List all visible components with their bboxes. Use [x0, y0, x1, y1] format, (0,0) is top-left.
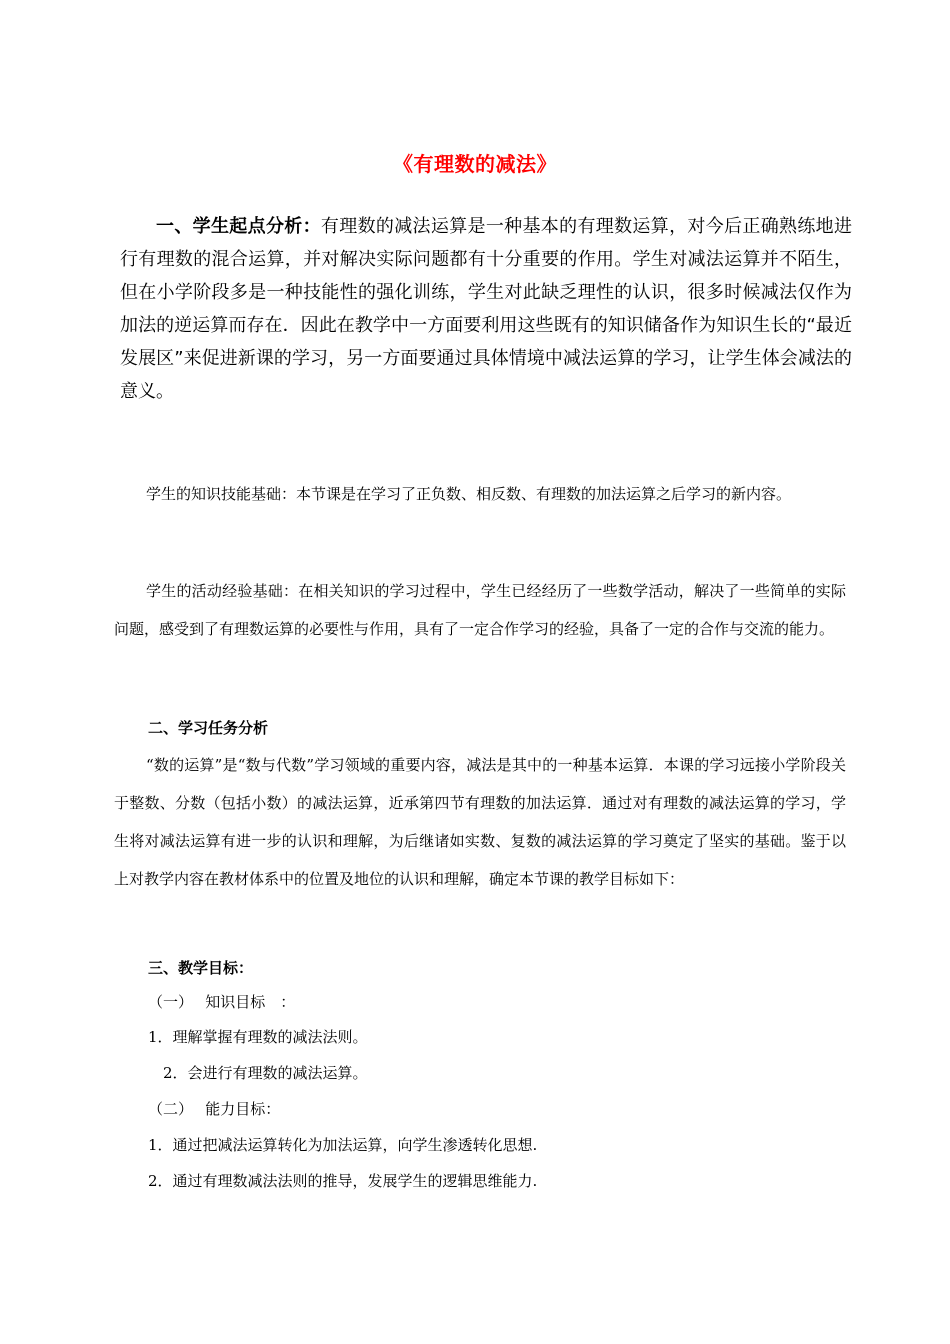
- knowledge-basis-paragraph: 学生的知识技能基础：本节课是在学习了正负数、相反数、有理数的加法运算之后学习的新内容。: [146, 485, 792, 503]
- knowledge-goal-item: 1．理解掌握有理数的减法法则。: [148, 1028, 368, 1046]
- task-analysis-paragraph: “数的运算”是“数与代数”学习领域的重要内容，减法是其中的一种基本运算．本课的学习远接小学阶段关于整数、分数（包括小数）的减法运算，近承第四节有理数的加法运算．通过对有理数的减法运算的学习，学生将对减法运算有进一步的认识和理解，为后继诸如实数、复数的减法运算的学习奠定了坚实的基础。鉴于以上对教学内容在教材体系中的位置及地位的认识和理解，确定本节课的教学目标如下：: [114, 756, 846, 888]
- ability-goal-item: 2．通过有理数减法法则的推导，发展学生的逻辑思维能力.: [148, 1172, 538, 1190]
- section-heading-starting-point: 一、学生起点分析：: [156, 216, 321, 237]
- activity-basis-paragraph: 学生的活动经验基础：在相关知识的学习过程中，学生已经经历了一些数学活动，解决了一些简单的实际问题，感受到了有理数运算的必要性与作用，具有了一定合作学习的经验，具备了一定的合作与交流的能力。: [114, 582, 846, 638]
- section-heading-teaching-goals: 三、教学目标：: [148, 959, 254, 977]
- document-title: 《有理数的减法》: [393, 152, 557, 176]
- ability-goals-heading: （二） 能力目标：: [148, 1100, 281, 1118]
- ability-goal-item: 1．通过把减法运算转化为加法运算，向学生渗透转化思想.: [148, 1136, 538, 1154]
- starting-point-text: 有理数的减法运算是一种基本的有理数运算，对今后正确熟练地进行有理数的混合运算，并对解决实际问题都有十分重要的作用。学生对减法运算并不陌生，但在小学阶段多是一种技能性的强化训练，学生对此缺乏理性的认识，很多时候减法仅作为加法的逆运算而存在．因此在教学中一方面要利用这些既有的知识储备作为知识生长的“最近发展区”来促进新课的学习，另一方面要通过具体情境中减法运算的学习，让学生体会减法的意义。: [120, 216, 852, 402]
- knowledge-goals-heading: （一） 知识目标 ：: [148, 993, 296, 1011]
- student-starting-point-section: [120, 210, 852, 408]
- section-heading-task-analysis: 二、学习任务分析: [148, 719, 269, 737]
- knowledge-goal-item: 2．会进行有理数的减法运算。: [163, 1064, 368, 1082]
